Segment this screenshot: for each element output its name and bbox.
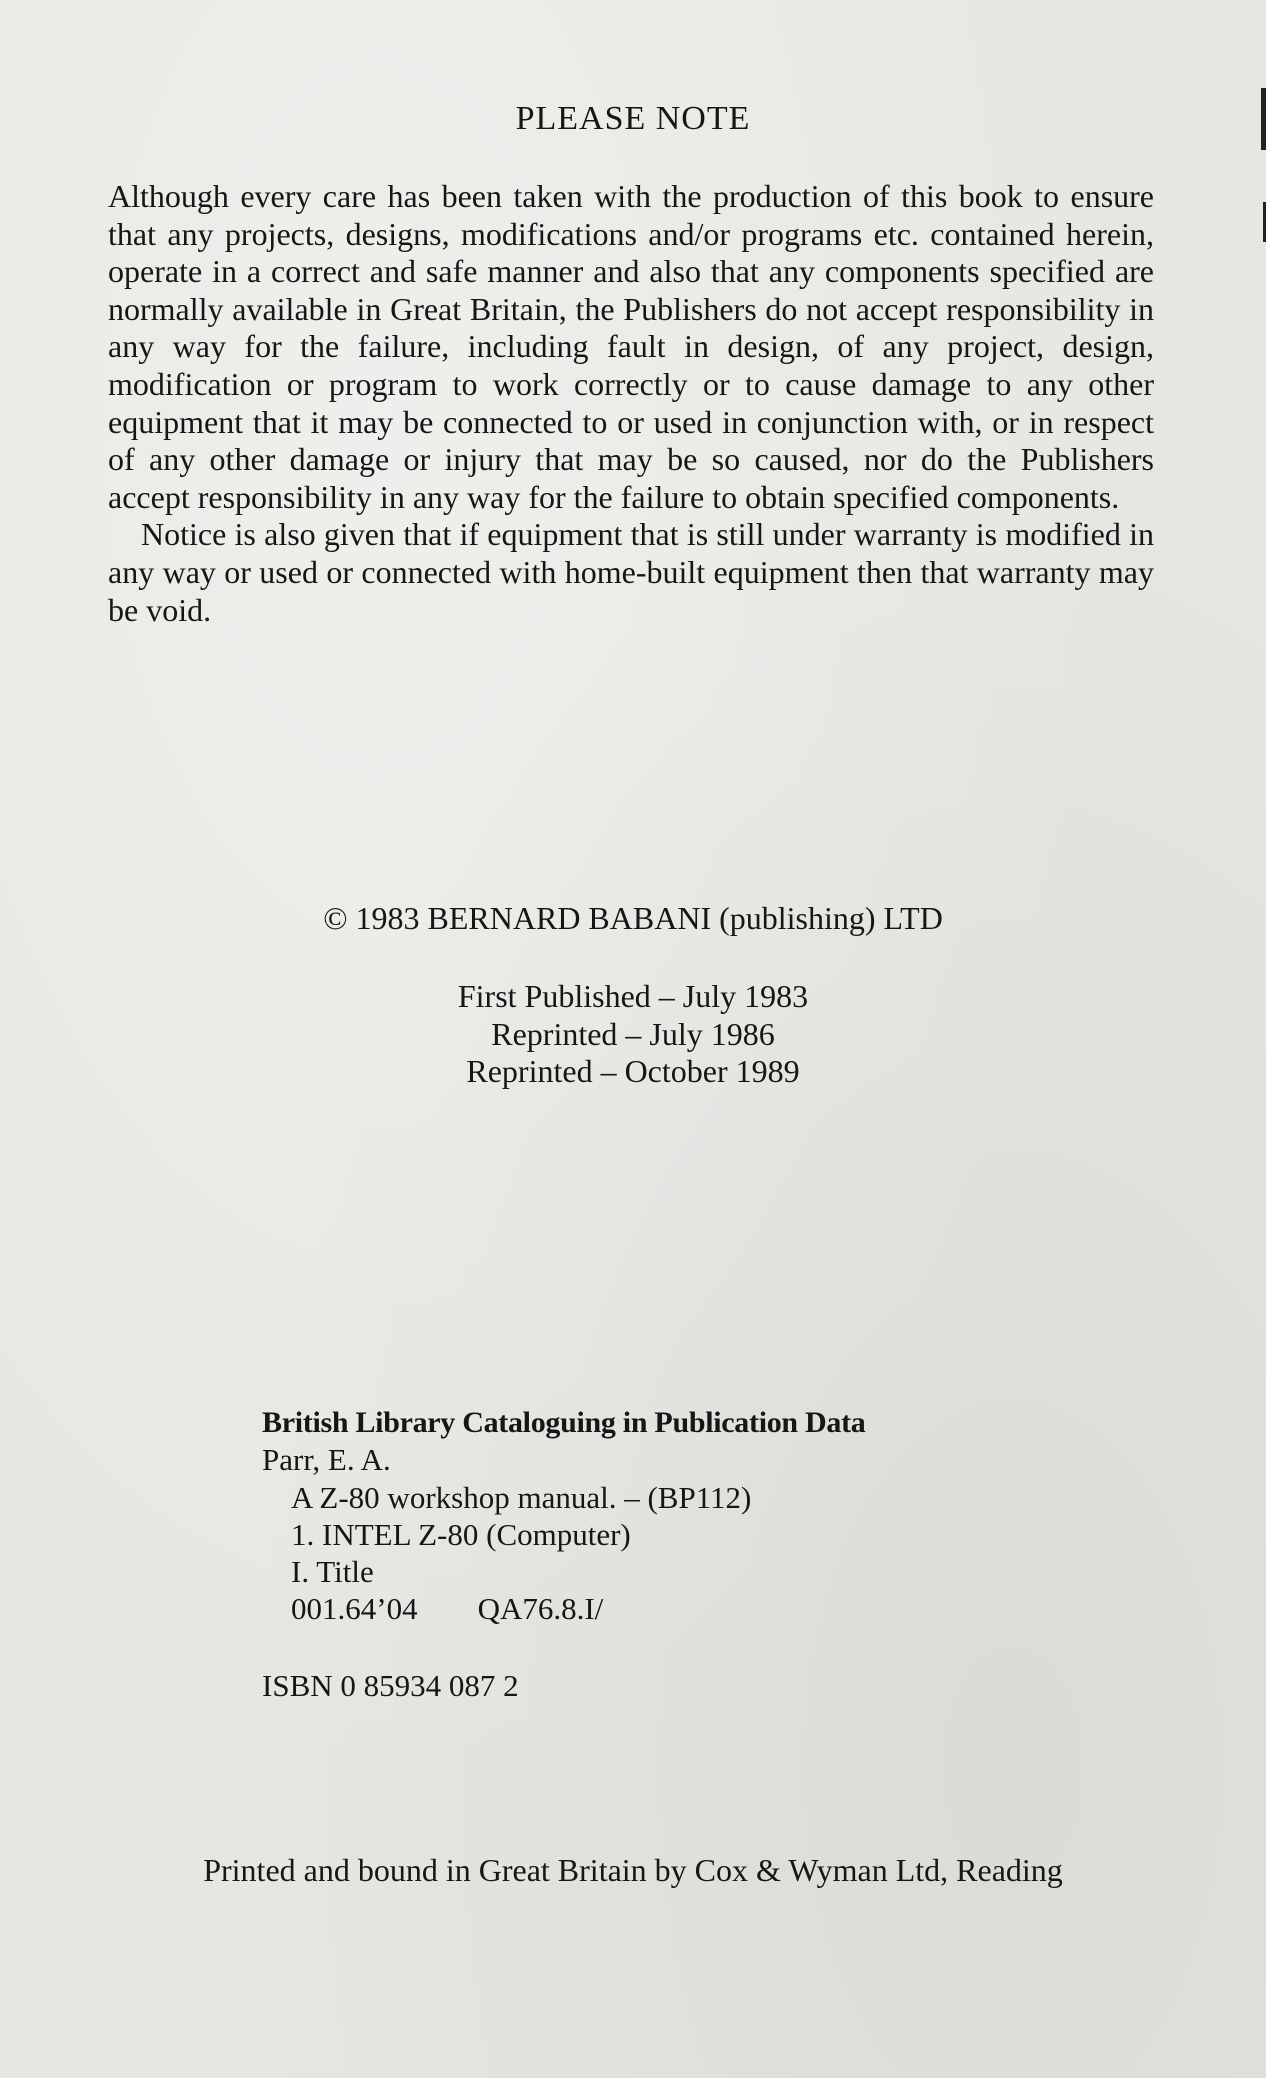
history-line: Reprinted – July 1986 [491,1015,775,1052]
notice-paragraph-2: Notice is also given that if equipment that is still under warranty is modified in any way or used or connected with home-built equipment then that warranty may be void. [108,516,1154,628]
cip-subject: 1. INTEL Z-80 (Computer) [291,1516,631,1552]
history-line: Reprinted – October 1989 [466,1053,800,1089]
cataloguing-data [262,1404,865,1628]
cip-heading: British Library Cataloguing in Publication Data [262,1406,866,1439]
cip-dewey: 001.64’04 [291,1591,418,1627]
history-line: First Published – July 1983 [457,978,809,1014]
notice-paragraph-1: Although every care has been taken with the production of this book to ensure that any projects, designs, modifications and/or programs etc. contained herein, operate in a correct and safe manner and also that any components specified are normally available in Great Britain, the Publishers do not accept responsibility in any way for the failure, including fault in design, of any project, design, modification or program to work correctly or to cause damage to any other equipment that it may be connected to or used in conjunction with, or in respect of any other damage or injury that may be so caused, nor do the Publishers accept responsibility in any way for the failure to obtain specified components. [108,178,1154,515]
isbn: ISBN 0 85934 087 2 [262,1668,519,1703]
cip-lc: QA76.8.I/ [477,1591,604,1627]
cip-title-line: A Z-80 workshop manual. – (BP112) [291,1479,752,1515]
printer-line: Printed and bound in Great Britain by Cox & Wyman Ltd, Reading [203,1852,1063,1888]
publication-history [0,978,1266,1091]
notice-title: PLEASE NOTE [515,100,751,137]
cip-classification [262,1590,865,1627]
cip-author: Parr, E. A. [262,1442,391,1478]
copyright-line: © 1983 BERNARD BABANI (publishing) LTD [323,900,943,936]
cip-title-entry: I. Title [291,1554,374,1590]
notice-body [108,178,1154,629]
